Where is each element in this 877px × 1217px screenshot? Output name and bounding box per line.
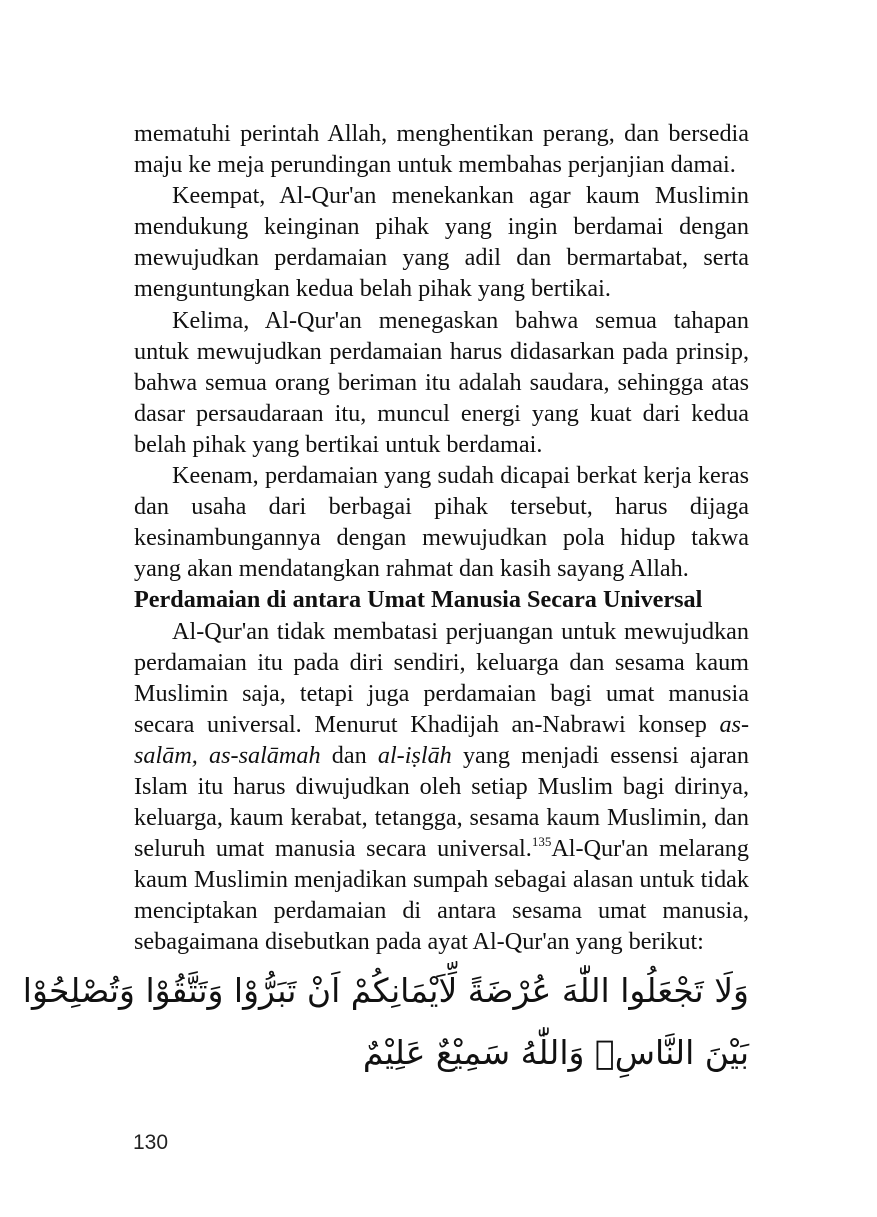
paragraph-universal (134, 616, 749, 958)
italic-term: as-salām, as-salāmah (134, 710, 749, 769)
paragraph-text: Al-Qur'an tidak membatasi perjuangan untuk mewujudkan perdamaian itu pada diri sendiri, keluarga dan sesama kaum Muslimin saja, tetapi juga perdamaian bagi umat manusia secara universal. Menurut Khadijah an-Nabrawi konsep (134, 617, 749, 738)
italic-term: al-iṣlāh (377, 741, 452, 769)
paragraph-continuation: mematuhi perintah Allah, menghentikan perang, dan bersedia maju ke meja perundingan untuk membahas perjanjian damai. (134, 120, 749, 179)
verse-line-1: وَلَا تَجْعَلُوا اللّٰهَ عُرْضَةً لِّاَيْمَانِكُمْ اَنْ تَبَرُّوْا وَتَتَّقُوْا وَتُصْلِحُوْا (22, 971, 749, 1010)
paragraph-text: dan (320, 741, 378, 769)
paragraph-text: Al-Qur'an melarang kaum Muslimin menjadikan sumpah sebagai alasan untuk tidak menciptakan perdamaian di antara sesama umat manusia, sebagaimana disebutkan pada ayat Al-Qur'an yang berikut: (134, 835, 749, 956)
quran-verse (22, 960, 749, 1084)
paragraph-keempat: Keempat, Al-Qur'an menekankan agar kaum Muslimin mendukung keinginan pihak yang ingin berdamai dengan mewujudkan perdamaian yang adil dan bermartabat, serta menguntungkan kedua belah pihak yang bertikai. (134, 182, 749, 303)
body-text (134, 118, 749, 958)
page-number: 130 (133, 1131, 169, 1154)
section-heading: Perdamaian di antara Umat Manusia Secara Universal (134, 586, 703, 614)
paragraph-keenam: Keenam, perdamaian yang sudah dicapai berkat kerja keras dan usaha dari berbagai pihak tersebut, harus dijaga kesinambungannya dengan mewujudkan pola hidup takwa yang akan mendatangkan rahmat dan kasih sayang Allah. (134, 462, 749, 583)
footnote-reference: 135 (531, 834, 552, 850)
paragraph-text: yang menjadi essensi ajaran Islam itu harus diwujudkan oleh setiap Muslim bagi dirinya, keluarga, kaum kerabat, tetangga, sesama kaum Muslimin, dan seluruh umat manusia secara universal. (134, 741, 749, 863)
paragraph-kelima: Kelima, Al-Qur'an menegaskan bahwa semua tahapan untuk mewujudkan perdamaian harus didasarkan pada prinsip, bahwa semua orang beriman itu adalah saudara, sehingga atas dasar persaudaraan itu, muncul energi yang kuat dari kedua belah pihak yang bertikai untuk berdamai. (134, 306, 749, 458)
verse-line-2: بَيْنَ النَّاسِۗ وَاللّٰهُ سَمِيْعٌ عَلِيْمٌ (362, 1033, 749, 1072)
